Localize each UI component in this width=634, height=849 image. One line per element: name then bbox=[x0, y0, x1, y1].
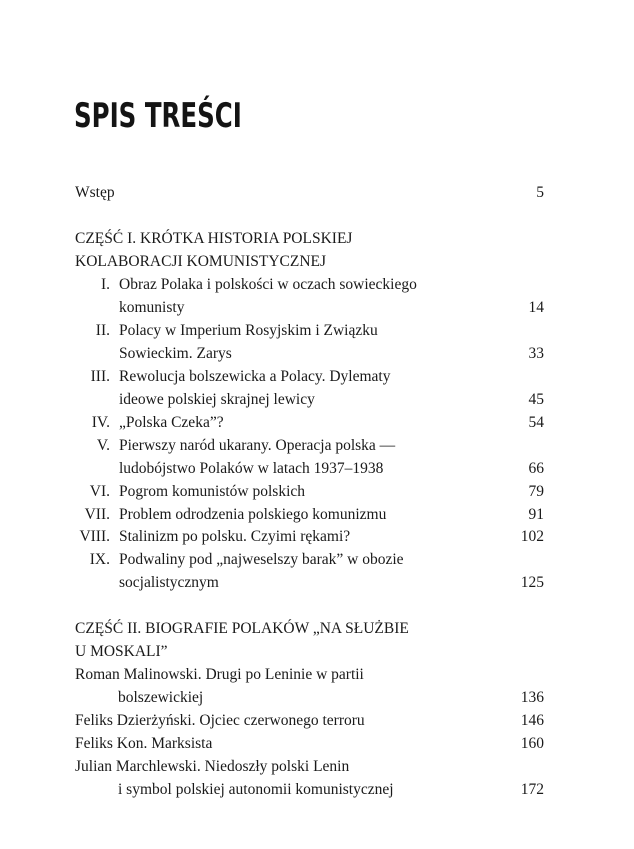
chapter-title: Podwaliny pod „najweselszy barak” w obozie bbox=[119, 551, 404, 568]
toc-page-number: 172 bbox=[520, 781, 544, 798]
toc-page-number: 33 bbox=[528, 345, 544, 362]
chapter-title: „Polska Czeka”? bbox=[119, 414, 224, 431]
toc-page-number: 66 bbox=[528, 460, 544, 477]
chapter-number: IX. bbox=[89, 551, 110, 568]
part-heading: U MOSKALI” bbox=[75, 643, 168, 660]
toc-page-number: 5 bbox=[536, 184, 544, 201]
toc-page-number: 91 bbox=[528, 506, 544, 523]
biography-title: Feliks Dzierżyński. Ojciec czerwonego terroru bbox=[75, 712, 365, 729]
chapter-title: komunisty bbox=[119, 299, 185, 316]
chapter-title: Pierwszy naród ukarany. Operacja polska — bbox=[119, 437, 396, 454]
chapter-number: VII. bbox=[84, 506, 110, 523]
toc-entry-intro: Wstęp bbox=[75, 184, 115, 201]
biography-title: i symbol polskiej autonomii komunistycznej bbox=[118, 781, 394, 798]
chapter-title: Pogrom komunistów polskich bbox=[119, 483, 306, 500]
chapter-number: VIII. bbox=[79, 528, 110, 545]
toc-page-number: 54 bbox=[528, 414, 544, 431]
chapter-number: II. bbox=[95, 322, 110, 339]
chapter-number: V. bbox=[96, 437, 110, 454]
biography-title: Roman Malinowski. Drugi po Leninie w partii bbox=[75, 666, 364, 683]
toc-page-number: 146 bbox=[520, 712, 544, 729]
part-heading: CZĘŚĆ II. BIOGRAFIE POLAKÓW „NA SŁUŻBIE bbox=[75, 620, 409, 637]
chapter-title: ludobójstwo Polaków w latach 1937–1938 bbox=[119, 460, 384, 477]
chapter-title: Sowieckim. Zarys bbox=[119, 345, 232, 362]
toc-page-number: 160 bbox=[520, 735, 544, 752]
biography-title: Julian Marchlewski. Niedoszły polski Lenin bbox=[75, 758, 350, 775]
toc-page-number: 136 bbox=[520, 689, 544, 706]
page-title: SPIS TREŚCI bbox=[74, 96, 242, 136]
chapter-title: ideowe polskiej skrajnej lewicy bbox=[119, 391, 315, 408]
chapter-title: Obraz Polaka i polskości w oczach sowieckiego bbox=[119, 276, 417, 293]
toc-page-number: 45 bbox=[528, 391, 544, 408]
chapter-number: IV. bbox=[91, 414, 110, 431]
chapter-number: III. bbox=[90, 368, 110, 385]
part-heading: KOLABORACJI KOMUNISTYCZNEJ bbox=[75, 253, 327, 270]
chapter-title: Rewolucja bolszewicka a Polacy. Dylematy bbox=[119, 368, 391, 385]
toc-page-number: 79 bbox=[528, 483, 544, 500]
part-heading: CZĘŚĆ I. KRÓTKA HISTORIA POLSKIEJ bbox=[75, 230, 353, 247]
chapter-title: Polacy w Imperium Rosyjskim i Związku bbox=[119, 322, 378, 339]
biography-title: bolszewickiej bbox=[118, 689, 204, 706]
toc-page-number: 125 bbox=[520, 574, 544, 591]
chapter-title: Stalinizm po polsku. Czyimi rękami? bbox=[119, 528, 351, 545]
toc-page-number: 14 bbox=[528, 299, 544, 316]
chapter-title: socjalistycznym bbox=[119, 574, 219, 591]
chapter-number: I. bbox=[100, 276, 110, 293]
chapter-number: VI. bbox=[89, 483, 110, 500]
chapter-title: Problem odrodzenia polskiego komunizmu bbox=[119, 506, 387, 523]
toc-page-number: 102 bbox=[520, 528, 544, 545]
biography-title: Feliks Kon. Marksista bbox=[75, 735, 213, 752]
